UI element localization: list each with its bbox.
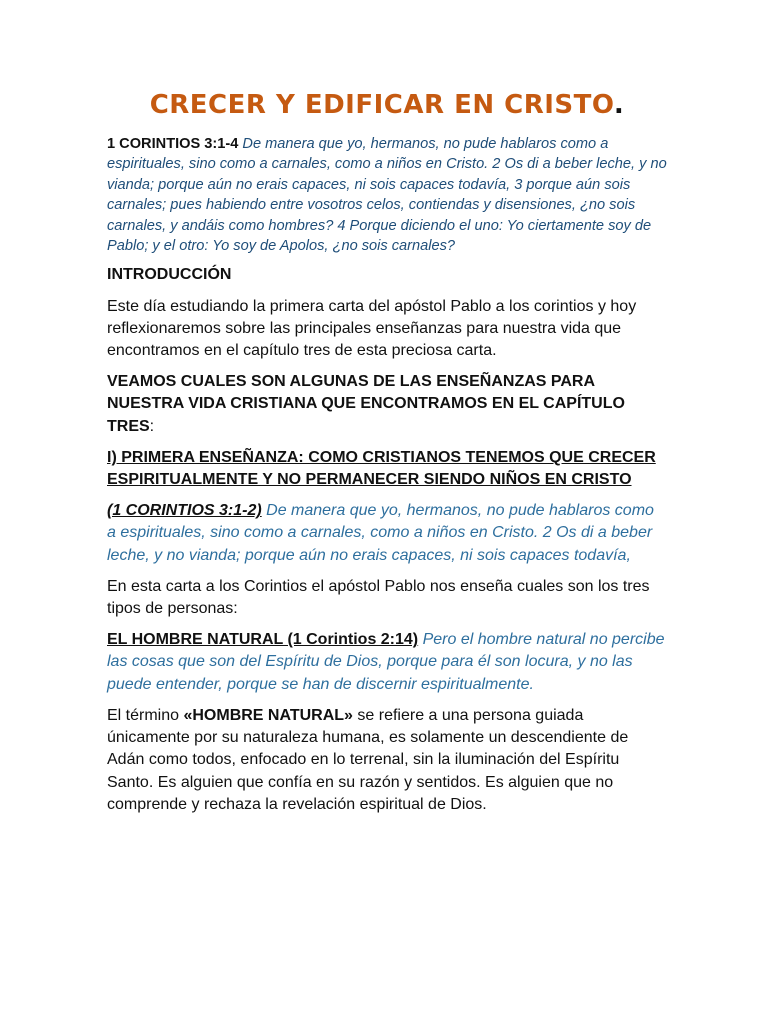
intro-verse-reference: 1 CORINTIOS 3:1-4 xyxy=(107,136,239,152)
natural-paragraph xyxy=(107,705,667,816)
natural-term: «HOMBRE NATURAL» xyxy=(183,706,353,724)
section1-paragraph: En esta carta a los Corintios el apóstol Pablo nos enseña cuales son los tres tipos de personas: xyxy=(107,577,650,618)
title-text: CRECER Y EDIFICAR EN CRISTO xyxy=(149,90,614,120)
section1-heading: I) PRIMERA ENSEÑANZA: COMO CRISTIANOS TENEMOS QUE CRECER ESPIRITUALMENTE Y NO PERMANECER SIENDO NIÑOS EN CRISTO xyxy=(107,448,656,489)
introduccion-paragraph: Este día estudiando la primera carta del apóstol Pablo a los corintios y hoy reflexionaremos sobre las principales enseñanzas para nuestra vida que encontramos en el capítulo tres de esta preciosa carta. xyxy=(107,297,637,360)
introduccion-heading: INTRODUCCIÓN xyxy=(107,266,232,284)
intro-verse-quote: De manera que yo, hermanos, no pude hablaros como a espirituales, sino como a carnales, como a niños en Cristo. 2 Os di a beber leche, y no vianda; porque aún no erais capaces, ni sois capaces todavía, 3 porque aún sois carnales; pues habiendo entre vosotros celos, contiendas y disensiones, ¿no sois carnales, y andáis como hombres? 4 Porque diciendo el uno: Yo ciertamente soy de Pablo; y el otro: Yo soy de Apolos, ¿no sois carnales? xyxy=(107,136,667,255)
intro-verse xyxy=(107,134,667,256)
veamos-heading-text: VEAMOS CUALES SON ALGUNAS DE LAS ENSEÑANZAS PARA NUESTRA VIDA CRISTIANA QUE ENCONTRAMOS EN EL CAPÍTULO TRES xyxy=(107,373,625,435)
veamos-heading xyxy=(107,371,667,438)
document-title xyxy=(107,90,667,120)
title-period: . xyxy=(613,90,625,120)
natural-verse xyxy=(107,629,667,696)
natural-verse-quote: Pero el hombre natural no percibe las cosas que son del Espíritu de Dios, porque para él son locura, y no las puede entender, porque se han de discernir espiritualmente. xyxy=(107,631,665,693)
veamos-colon: : xyxy=(149,417,155,435)
document-page xyxy=(107,90,667,825)
section1-verse xyxy=(107,500,667,567)
natural-verse-reference: EL HOMBRE NATURAL (1 Corintios 2:14) xyxy=(107,631,419,649)
natural-text-pre: El término xyxy=(107,706,184,724)
section1-verse-quote: De manera que yo, hermanos, no pude hablaros como a espirituales, sino como a carnales, como a niños en Cristo. 2 Os di a beber leche, y no vianda; porque aún no erais capaces, ni sois capaces todavía, xyxy=(107,502,654,564)
section1-verse-reference: (1 CORINTIOS 3:1-2) xyxy=(107,502,262,520)
natural-text-post: se refiere a una persona guiada únicamente por su naturaleza humana, es solamente un descendiente de Adán como todos, enfocado en lo terrenal, sin la iluminación del Espíritu Santo. Es alguien que confía en su razón y sentidos. Es alguien que no comprende y rechaza la revelación espiritual de Dios. xyxy=(107,706,629,813)
